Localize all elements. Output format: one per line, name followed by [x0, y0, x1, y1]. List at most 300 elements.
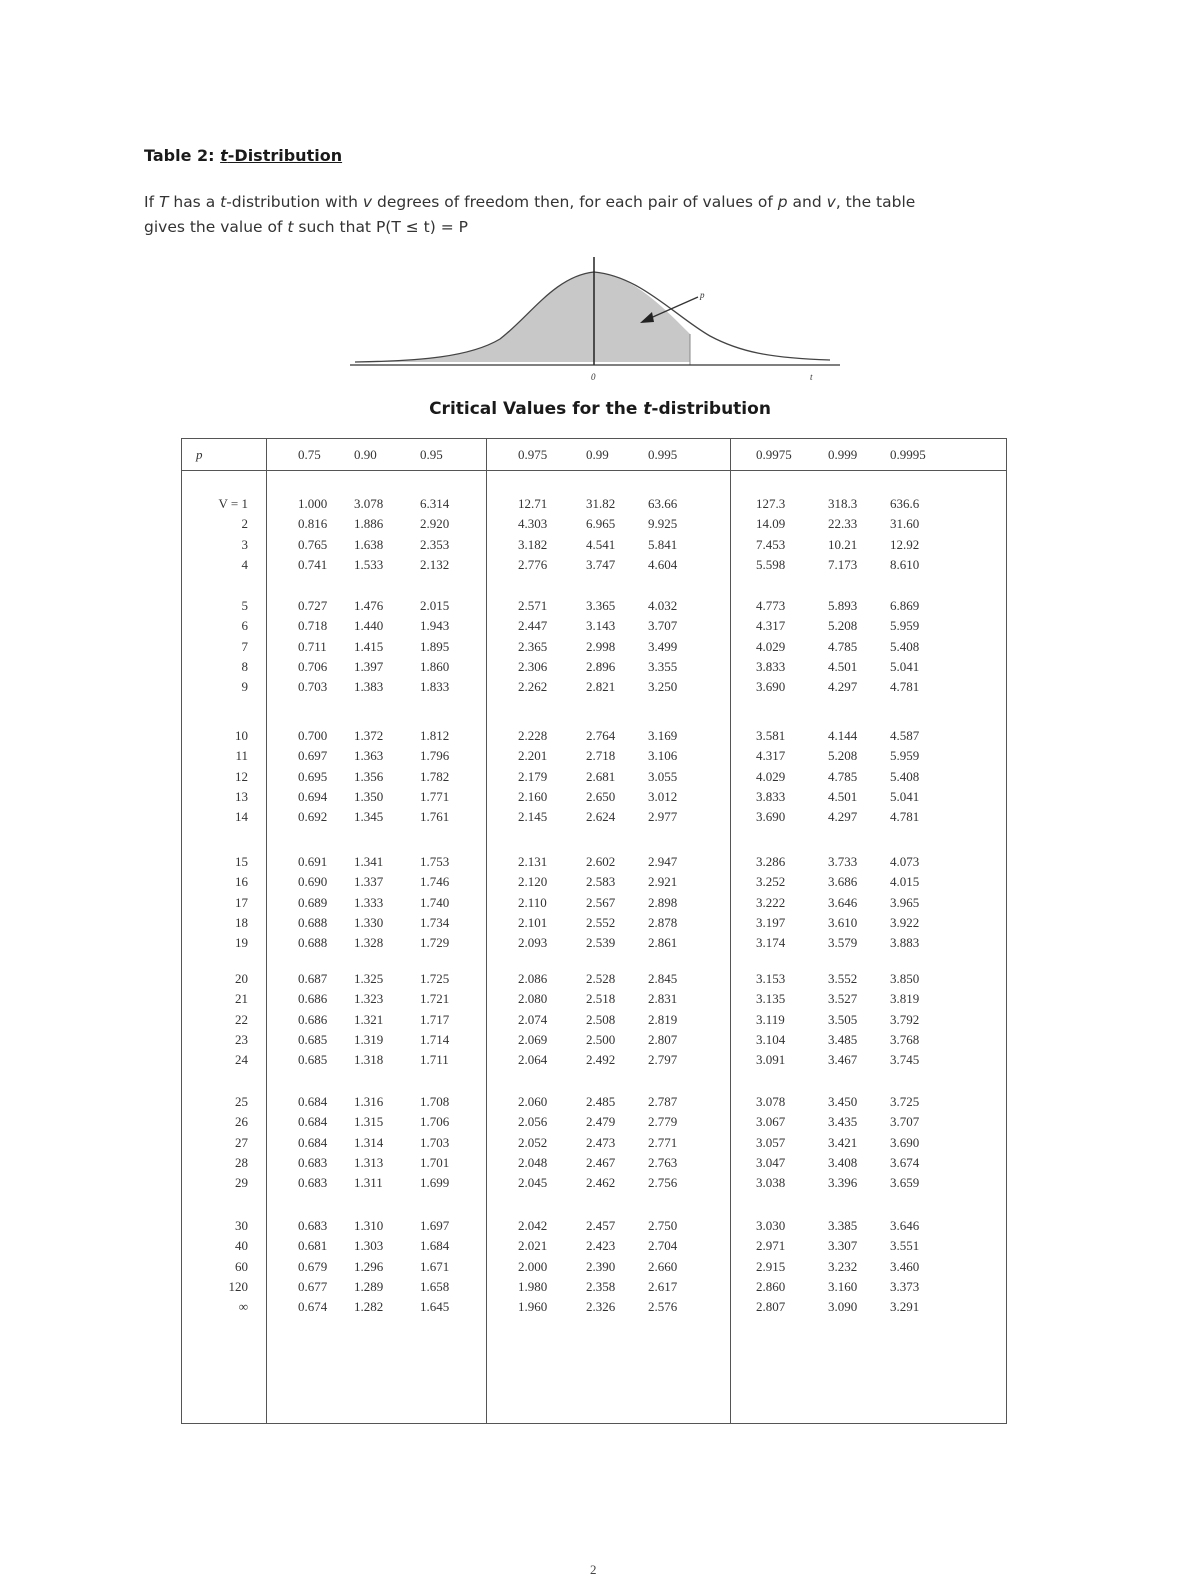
table-cell: 3.792: [890, 1011, 920, 1027]
table-cell: 2.101: [518, 914, 548, 930]
intro-seg: t: [220, 193, 227, 211]
table-cell: 1.725: [420, 971, 450, 986]
table-cell: 3.160: [828, 1278, 858, 1294]
table-cell: 2.764: [586, 728, 616, 743]
table-cell: 1.711: [420, 1052, 449, 1068]
table-cell: 3.286: [756, 854, 786, 869]
table-cell: 2.131: [518, 854, 548, 869]
table-cell: 3.965: [890, 894, 920, 910]
table-cell: 3.922: [890, 914, 920, 930]
table-cell: 3.505: [828, 1011, 858, 1027]
prob-header: 0.9995: [890, 447, 926, 462]
table-cell: 1.282: [354, 1299, 384, 1315]
table-cell: 10.21: [828, 536, 858, 552]
df-label: 14: [235, 809, 248, 825]
table-cell: 2.947: [648, 854, 678, 869]
table-cell: 2.779: [648, 1114, 678, 1130]
df-label: 8: [241, 658, 248, 674]
table-cell: 3.197: [756, 914, 786, 930]
table-cell: 3.030: [756, 1218, 786, 1233]
table-cell: 127.3: [756, 496, 786, 511]
table-cell: 2.110: [518, 894, 547, 910]
table-cell: 2.160: [518, 788, 548, 804]
table-cell: 1.721: [420, 991, 450, 1007]
table-cell: 1.684: [420, 1238, 450, 1254]
table-cell: 2.819: [648, 1011, 678, 1027]
table-cell: 3.078: [756, 1094, 786, 1109]
table-cell: 3.182: [518, 536, 548, 552]
table-cell: 2.390: [586, 1258, 616, 1274]
table-cell: 2.704: [648, 1238, 678, 1254]
table-cell: 1.960: [518, 1299, 548, 1315]
table-cell: 2.998: [586, 638, 616, 654]
df-label: 12: [235, 768, 248, 784]
df-label: 5: [241, 598, 248, 613]
table-cell: 2.074: [518, 1011, 548, 1027]
table-cell: 2.069: [518, 1031, 548, 1047]
df-label: 17: [235, 894, 248, 910]
table-cell: 3.833: [756, 788, 786, 804]
table-cell: 2.920: [420, 516, 450, 532]
intro-seg: v: [362, 193, 373, 211]
p-label: p: [700, 290, 705, 300]
table-cell: 1.717: [420, 1011, 450, 1027]
table-cell: 14.09: [756, 516, 786, 532]
table-cell: 4.773: [756, 598, 786, 613]
table-cell: 2.718: [586, 748, 616, 764]
table-cell: 2.821: [586, 679, 616, 695]
table-cell: 0.692: [298, 809, 328, 825]
table-cell: 2.228: [518, 728, 548, 743]
table-cell: 1.812: [420, 728, 450, 743]
table-cell: 2.617: [648, 1278, 678, 1294]
table-cell: 0.685: [298, 1052, 328, 1068]
table-cell: 1.319: [354, 1031, 384, 1047]
df-label: 7: [241, 638, 248, 654]
table-cell: 31.82: [586, 496, 616, 511]
table-cell: 3.169: [648, 728, 678, 743]
table-cell: 2.915: [756, 1258, 786, 1274]
table-cell: 4.785: [828, 638, 858, 654]
table-cell: 3.551: [890, 1238, 920, 1254]
table-cell: 3.646: [890, 1218, 920, 1233]
table-cell: 3.499: [648, 638, 678, 654]
table-cell: 3.707: [648, 618, 678, 634]
table-cell: 0.706: [298, 658, 328, 674]
table-cell: 3.057: [756, 1134, 786, 1150]
page-number: 2: [590, 1562, 597, 1577]
column-divider: [266, 439, 267, 1423]
t-label: t: [810, 372, 813, 382]
intro-seg: and: [787, 193, 827, 211]
table-cell: 1.318: [354, 1052, 384, 1068]
table-cell: 1.746: [420, 874, 450, 890]
table-cell: 2.500: [586, 1031, 616, 1047]
df-label: 22: [235, 1011, 248, 1027]
table-cell: 1.895: [420, 638, 450, 654]
table-cell: 3.307: [828, 1238, 858, 1254]
table-cell: 4.501: [828, 658, 858, 674]
table-cell: 2.000: [518, 1258, 548, 1274]
table-cell: 2.508: [586, 1011, 616, 1027]
table-cell: 5.041: [890, 658, 920, 674]
table-cell: 8.610: [890, 556, 920, 572]
intro-seg: , the table: [835, 193, 916, 211]
table-cell: 1.708: [420, 1094, 450, 1109]
df-label: 3: [241, 536, 248, 552]
table-cell: 4.015: [890, 874, 920, 890]
table-cell: 2.467: [586, 1154, 616, 1170]
table-cell: 1.323: [354, 991, 384, 1007]
table-cell: 1.714: [420, 1031, 450, 1047]
intro-seg: v: [826, 193, 836, 211]
table-cell: 3.222: [756, 894, 786, 910]
intro-seg: degrees of freedom then, for each pair of values of: [372, 193, 778, 211]
title-t: t: [220, 146, 228, 165]
table-cell: 0.683: [298, 1175, 328, 1191]
table-cell: 3.291: [890, 1299, 920, 1315]
table-cell: 1.345: [354, 809, 384, 825]
table-cell: 2.797: [648, 1052, 678, 1068]
df-label: 40: [235, 1238, 248, 1254]
header-divider: [182, 470, 1006, 471]
table-cell: 4.029: [756, 768, 786, 784]
table-cell: 5.208: [828, 748, 858, 764]
table-title-rest: -distribution: [651, 399, 771, 419]
table-cell: 3.091: [756, 1052, 786, 1068]
table-cell: 1.860: [420, 658, 450, 674]
table-cell: 12.92: [890, 536, 920, 552]
table-cell: 3.252: [756, 874, 786, 890]
table-cell: 4.501: [828, 788, 858, 804]
table-cell: 4.317: [756, 618, 786, 634]
table-cell: 3.055: [648, 768, 678, 784]
table-cell: 4.785: [828, 768, 858, 784]
table-cell: 2.056: [518, 1114, 548, 1130]
table-cell: 3.047: [756, 1154, 786, 1170]
df-label: 4: [241, 556, 248, 572]
table-cell: 2.878: [648, 914, 678, 930]
table-cell: 1.697: [420, 1218, 450, 1233]
table-cell: 0.711: [298, 638, 327, 654]
table-cell: 1.886: [354, 516, 384, 532]
title-rest: -Distribution: [227, 146, 343, 165]
df-label: 13: [235, 788, 248, 804]
table-cell: 0.687: [298, 971, 328, 986]
table-cell: 1.761: [420, 809, 450, 825]
table-cell: 6.869: [890, 598, 920, 613]
table-cell: 1.671: [420, 1258, 450, 1274]
table-cell: 3.467: [828, 1052, 858, 1068]
df-label: 30: [235, 1218, 248, 1233]
prob-header: 0.975: [518, 447, 548, 462]
table-cell: 1.706: [420, 1114, 450, 1130]
table-cell: 0.727: [298, 598, 328, 613]
table-cell: 1.796: [420, 748, 450, 764]
table-cell: 1.645: [420, 1299, 450, 1315]
table-cell: 1.703: [420, 1134, 450, 1150]
column-divider: [730, 439, 731, 1423]
df-label: 23: [235, 1031, 248, 1047]
table-cell: 1.833: [420, 679, 450, 695]
table-cell: 1.316: [354, 1094, 384, 1109]
table-cell: 0.688: [298, 914, 328, 930]
table-cell: 3.232: [828, 1258, 858, 1274]
table-cell: 0.683: [298, 1218, 328, 1233]
table-cell: 3.038: [756, 1175, 786, 1191]
p-header: p: [196, 447, 203, 462]
table-cell: 2.861: [648, 935, 678, 951]
table-cell: 2.365: [518, 638, 548, 654]
table-cell: 3.450: [828, 1094, 858, 1109]
df-label: 20: [235, 971, 248, 986]
table-cell: 2.048: [518, 1154, 548, 1170]
table-cell: 2.086: [518, 971, 548, 986]
table-cell: 31.60: [890, 516, 920, 532]
table-cell: 2.583: [586, 874, 616, 890]
prob-header: 0.95: [420, 447, 443, 462]
table-cell: 2.423: [586, 1238, 616, 1254]
table-cell: 3.581: [756, 728, 786, 743]
table-cell: 3.067: [756, 1114, 786, 1130]
table-title-t: t: [643, 399, 652, 419]
table-cell: 1.337: [354, 874, 384, 890]
df-label: 27: [235, 1134, 248, 1150]
table-cell: 2.571: [518, 598, 548, 613]
table-cell: 1.397: [354, 658, 384, 674]
table-cell: 636.6: [890, 496, 920, 511]
table-cell: 2.763: [648, 1154, 678, 1170]
prob-header: 0.995: [648, 447, 678, 462]
table-cell: 3.690: [756, 679, 786, 695]
table-cell: 1.771: [420, 788, 450, 804]
table-cell: 1.311: [354, 1175, 383, 1191]
table-cell: 2.977: [648, 809, 678, 825]
table-cell: 5.408: [890, 768, 920, 784]
table-cell: 5.893: [828, 598, 858, 613]
table-cell: 2.650: [586, 788, 616, 804]
df-label: 120: [228, 1278, 248, 1294]
table-cell: 0.686: [298, 1011, 328, 1027]
df-label: 25: [235, 1094, 248, 1109]
table-cell: 0.694: [298, 788, 328, 804]
table-cell: 2.060: [518, 1094, 548, 1109]
table-cell: 1.699: [420, 1175, 450, 1191]
table-cell: 3.078: [354, 496, 384, 511]
df-label: 6: [241, 618, 248, 634]
table-cell: 4.303: [518, 516, 548, 532]
table-cell: 2.539: [586, 935, 616, 951]
table-cell: 1.980: [518, 1278, 548, 1294]
table-cell: 2.602: [586, 854, 616, 869]
table-cell: 3.396: [828, 1175, 858, 1191]
table-cell: 2.756: [648, 1175, 678, 1191]
table-cell: 2.921: [648, 874, 678, 890]
df-label: 29: [235, 1175, 248, 1191]
table-cell: 3.674: [890, 1154, 920, 1170]
table-cell: 1.310: [354, 1218, 384, 1233]
table-cell: 6.965: [586, 516, 616, 532]
df-label: 60: [235, 1258, 248, 1274]
table-cell: 3.659: [890, 1175, 920, 1191]
table-cell: 2.567: [586, 894, 616, 910]
table-cell: 3.745: [890, 1052, 920, 1068]
table-cell: 2.896: [586, 658, 616, 674]
table-cell: 6.314: [420, 496, 450, 511]
table-cell: 2.528: [586, 971, 616, 986]
table-cell: 1.729: [420, 935, 450, 951]
table-cell: 1.314: [354, 1134, 384, 1150]
table-cell: 1.638: [354, 536, 384, 552]
table-cell: 318.3: [828, 496, 858, 511]
table-cell: 7.453: [756, 536, 786, 552]
intro-text: [144, 190, 1044, 240]
table-cell: 2.479: [586, 1114, 616, 1130]
table-cell: 2.787: [648, 1094, 678, 1109]
table-cell: 0.686: [298, 991, 328, 1007]
table-cell: 2.776: [518, 556, 548, 572]
table-cell: 3.819: [890, 991, 920, 1007]
df-label: 11: [235, 748, 248, 764]
table-cell: 1.000: [298, 496, 328, 511]
table-cell: 4.297: [828, 679, 858, 695]
table-cell: 3.768: [890, 1031, 920, 1047]
table-cell: 3.707: [890, 1114, 920, 1130]
table-cell: 3.690: [756, 809, 786, 825]
table-cell: 0.683: [298, 1154, 328, 1170]
table-cell: 1.440: [354, 618, 384, 634]
table-cell: 5.959: [890, 618, 920, 634]
table-cell: 0.816: [298, 516, 328, 532]
table-cell: 3.733: [828, 854, 858, 869]
table-cell: 0.679: [298, 1258, 328, 1274]
t-curve-svg: [340, 254, 860, 389]
table-cell: 0.689: [298, 894, 328, 910]
table-cell: 0.690: [298, 874, 328, 890]
table-cell: 4.317: [756, 748, 786, 764]
table-cell: 1.363: [354, 748, 384, 764]
table-cell: 2.353: [420, 536, 450, 552]
df-label: 10: [235, 728, 248, 743]
table-cell: 3.135: [756, 991, 786, 1007]
table-cell: 1.325: [354, 971, 384, 986]
table-cell: 3.421: [828, 1134, 858, 1150]
table-cell: 2.015: [420, 598, 450, 613]
df-label: 15: [235, 854, 248, 869]
table-cell: 0.685: [298, 1031, 328, 1047]
table-cell: 0.718: [298, 618, 328, 634]
table-cell: 3.174: [756, 935, 786, 951]
shaded-area: [355, 272, 690, 362]
table-cell: 3.153: [756, 971, 786, 986]
df-label: 16: [235, 874, 248, 890]
table-cell: 1.328: [354, 935, 384, 951]
table-cell: 4.604: [648, 556, 678, 572]
table-cell: 9.925: [648, 516, 678, 532]
table-cell: 0.700: [298, 728, 328, 743]
table-cell: 4.781: [890, 679, 920, 695]
table-cell: 1.296: [354, 1258, 384, 1274]
table-cell: 2.045: [518, 1175, 548, 1191]
intro-seg: such that P(T ≤ t) = P: [293, 218, 468, 236]
intro-seg: t: [287, 218, 294, 236]
table-cell: 5.208: [828, 618, 858, 634]
origin-label: 0: [591, 372, 596, 382]
table-cell: 2.750: [648, 1218, 678, 1233]
table-cell: 4.073: [890, 854, 920, 869]
df-label: 24: [235, 1052, 248, 1068]
table-cell: 3.460: [890, 1258, 920, 1274]
intro-seg: p: [777, 193, 788, 211]
df-label: 19: [235, 935, 248, 951]
intro-seg: gives the value of: [144, 218, 288, 236]
table-cell: 3.408: [828, 1154, 858, 1170]
table-cell: 2.518: [586, 991, 616, 1007]
table-cell: 2.831: [648, 991, 678, 1007]
df-label: 9: [241, 679, 248, 695]
table-cell: 2.447: [518, 618, 548, 634]
df-label: 18: [235, 914, 248, 930]
table-cell: 2.262: [518, 679, 548, 695]
table-cell: 0.741: [298, 556, 328, 572]
table-cell: 2.179: [518, 768, 548, 784]
table-cell: 1.383: [354, 679, 384, 695]
table-cell: 3.104: [756, 1031, 786, 1047]
df-label: 28: [235, 1154, 248, 1170]
intro-seg: T: [158, 193, 169, 211]
table-cell: 3.552: [828, 971, 858, 986]
table-cell: 2.306: [518, 658, 548, 674]
page-title: [144, 146, 342, 165]
table-cell: 1.330: [354, 914, 384, 930]
table-cell: 7.173: [828, 556, 858, 572]
table-cell: 0.697: [298, 748, 328, 764]
table-cell: 1.658: [420, 1278, 450, 1294]
table-cell: 1.289: [354, 1278, 384, 1294]
table-cell: 2.576: [648, 1299, 678, 1315]
table-cell: 3.833: [756, 658, 786, 674]
table-cell: 3.527: [828, 991, 858, 1007]
df-label: 21: [235, 991, 248, 1007]
table-cell: 3.012: [648, 788, 678, 804]
table-cell: 5.959: [890, 748, 920, 764]
table-cell: 4.587: [890, 728, 920, 743]
table-cell: 4.781: [890, 809, 920, 825]
table-cell: 3.385: [828, 1218, 858, 1233]
table-cell: 1.341: [354, 854, 384, 869]
table-cell: 3.250: [648, 679, 678, 695]
distribution-figure: [340, 254, 860, 389]
table-cell: 1.533: [354, 556, 384, 572]
title-prefix: Table 2:: [144, 146, 221, 165]
prob-header: 0.999: [828, 447, 858, 462]
table-cell: 2.971: [756, 1238, 786, 1254]
table-cell: 0.674: [298, 1299, 328, 1315]
table-cell: 5.408: [890, 638, 920, 654]
table-cell: 2.021: [518, 1238, 548, 1254]
table-cell: 2.624: [586, 809, 616, 825]
table-cell: 3.686: [828, 874, 858, 890]
table-cell: 2.132: [420, 556, 450, 572]
table-cell: 1.372: [354, 728, 384, 743]
table-cell: 12.71: [518, 496, 548, 511]
df-label: 2: [241, 516, 248, 532]
table-cell: 3.690: [890, 1134, 920, 1150]
table-cell: 2.860: [756, 1278, 786, 1294]
table-cell: 22.33: [828, 516, 858, 532]
table-cell: 0.765: [298, 536, 328, 552]
table-cell: 3.646: [828, 894, 858, 910]
